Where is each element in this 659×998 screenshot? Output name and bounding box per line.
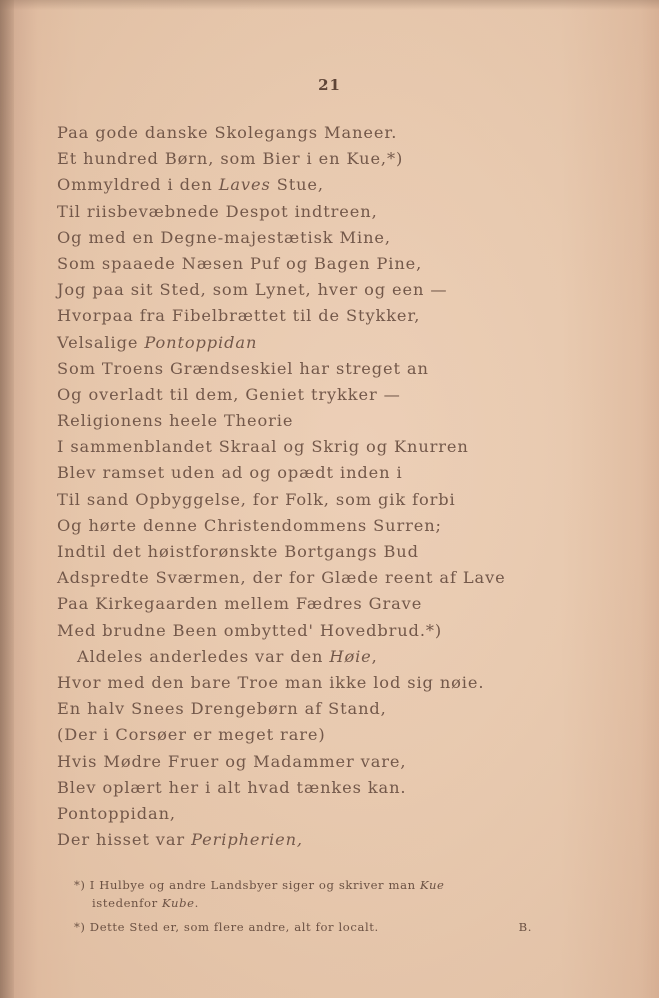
text-segment: (Der i Corsøer er meget rare) xyxy=(57,725,326,745)
text-segment: Blev oplært her i alt hvad tænkes kan. xyxy=(57,777,407,797)
text-segment: Adspredte Sværmen, der for Glæde reent af Lave xyxy=(57,568,506,588)
text-segment: Der hisset var xyxy=(57,830,192,850)
verse-line xyxy=(57,460,617,486)
verse-line xyxy=(57,644,617,670)
text-segment: Indtil det høistforønskte Bortgangs Bud xyxy=(57,542,419,561)
verse-line xyxy=(57,303,617,329)
text-segment: Pontoppidan, xyxy=(57,803,176,823)
italic-text: Pontoppidan xyxy=(144,332,258,352)
verse-line xyxy=(57,199,617,225)
footnote-signature: B. xyxy=(518,920,532,934)
text-segment: Blev ramset uden ad og opædt inden i xyxy=(57,463,403,483)
text-segment: istedenfor xyxy=(92,896,163,910)
page-binding-edge xyxy=(0,0,14,998)
verse-line xyxy=(57,382,617,408)
verse-line xyxy=(57,172,617,198)
verse-line xyxy=(57,539,617,565)
italic-text: Peripherien, xyxy=(191,830,303,850)
verse-line xyxy=(57,696,617,722)
footnotes-block xyxy=(74,876,544,936)
italic-text: Laves xyxy=(218,175,271,195)
verse-line xyxy=(57,801,617,827)
verse-line xyxy=(57,618,617,644)
text-segment: *) I Hulbye og andre Landsbyer siger og skriver man xyxy=(74,878,420,892)
verse-line xyxy=(57,277,617,303)
text-segment: Velsalige xyxy=(57,332,145,352)
footnote-line xyxy=(74,894,544,912)
verse-line xyxy=(57,434,617,460)
verse-line xyxy=(57,749,617,775)
text-segment: *) Dette Sted er, som flere andre, alt for localt. xyxy=(74,920,379,934)
verse-line xyxy=(57,120,617,146)
verse-line xyxy=(57,487,617,513)
text-segment: Som spaaede Næsen Puf og Bagen Pine, xyxy=(57,253,423,273)
footnote-line xyxy=(74,876,544,894)
italic-text: Høie xyxy=(329,646,372,666)
text-segment: Og overladt til dem, Geniet trykker — xyxy=(57,384,401,404)
text-segment: Som Troens Grændseskiel har streget an xyxy=(57,358,429,378)
text-segment: Og med en Degne-majestætisk Mine, xyxy=(57,227,391,247)
verse-line xyxy=(57,775,617,801)
text-segment: Et hundred Børn, som Bier i en Kue,*) xyxy=(57,149,404,169)
page-top-shadow xyxy=(0,0,659,10)
verse-line xyxy=(57,670,617,696)
text-segment: Og hørte denne Christendommens Surren; xyxy=(57,515,442,535)
italic-text: Kue xyxy=(419,878,445,892)
text-segment: Jog paa sit Sted, som Lynet, hver og een — xyxy=(57,280,448,300)
verse-line xyxy=(57,225,617,251)
verse-line xyxy=(57,408,617,434)
text-segment: Ommyldred i den xyxy=(57,175,219,195)
text-segment: Hvis Mødre Fruer og Madammer vare, xyxy=(57,751,407,771)
text-segment: Aldeles anderledes var den xyxy=(77,646,330,666)
poem-verse-block xyxy=(57,120,617,853)
verse-line xyxy=(57,146,617,172)
verse-line xyxy=(57,356,617,382)
verse-line xyxy=(57,513,617,539)
verse-line xyxy=(57,722,617,748)
text-segment: Paa gode danske Skolegangs Maneer. xyxy=(57,123,398,142)
verse-line xyxy=(57,591,617,617)
text-segment: Til sand Opbyggelse, for Folk, som gik forbi xyxy=(57,489,456,509)
text-segment: . xyxy=(194,896,199,910)
italic-text: Kube xyxy=(162,896,195,910)
text-segment: Hvorpaa fra Fibelbrættet til de Stykker, xyxy=(57,306,421,326)
text-segment: Religionens heele Theorie xyxy=(57,411,294,431)
text-segment: I sammenblandet Skraal og Skrig og Knurren xyxy=(57,437,469,457)
text-segment: Med brudne Been ombytted' Hovedbrud.*) xyxy=(57,620,443,640)
text-segment: Hvor med den bare Troe man ikke lod sig nøie. xyxy=(57,672,485,692)
verse-line xyxy=(57,251,617,277)
text-segment: , xyxy=(371,646,378,666)
text-segment: Paa Kirkegaarden mellem Fædres Grave xyxy=(57,594,423,614)
verse-line xyxy=(57,827,617,853)
text-segment: Til riisbevæbnede Despot indtreen, xyxy=(57,201,378,221)
text-segment: En halv Snees Drengebørn af Stand, xyxy=(57,699,387,719)
verse-line xyxy=(57,330,617,356)
verse-line xyxy=(57,565,617,591)
footnote-line xyxy=(74,918,544,936)
text-segment: Stue, xyxy=(270,175,324,195)
page-number: 21 xyxy=(318,76,341,94)
